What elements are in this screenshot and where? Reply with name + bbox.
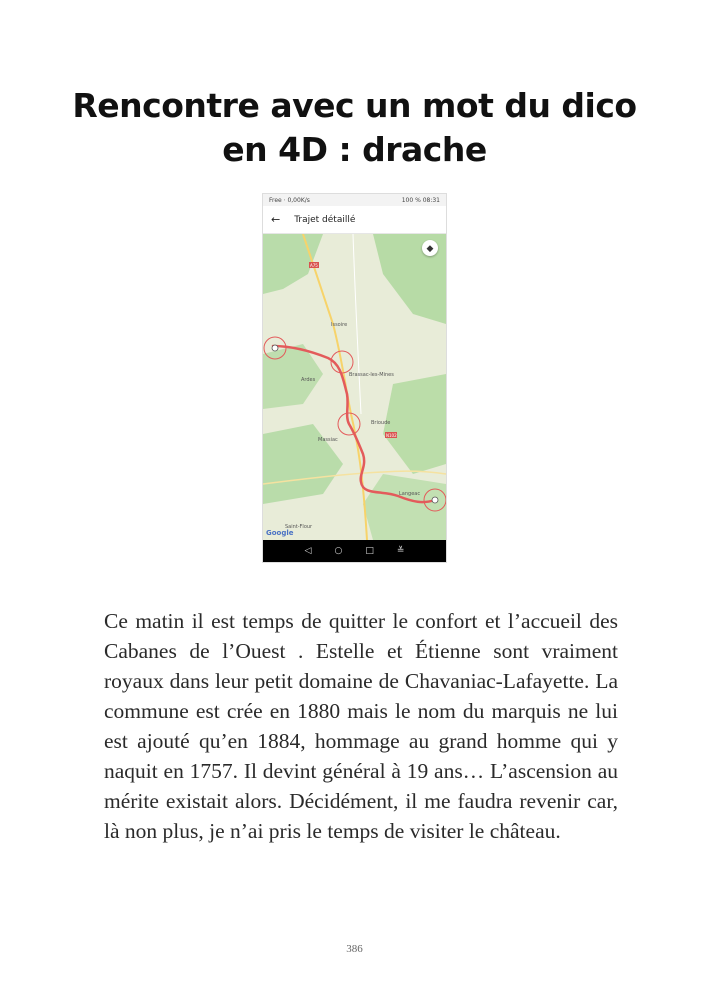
title-line-1: Rencontre avec un mot du dico bbox=[72, 86, 637, 125]
layers-icon[interactable]: ◆ bbox=[422, 240, 438, 256]
app-title: Trajet détaillé bbox=[294, 214, 356, 225]
page-title bbox=[60, 84, 649, 172]
status-bar bbox=[263, 194, 446, 206]
phone-screenshot bbox=[263, 194, 446, 562]
nav-back-icon[interactable]: ◁ bbox=[304, 546, 312, 556]
end-marker-dot bbox=[432, 497, 438, 503]
nav-home-icon[interactable]: ○ bbox=[334, 546, 343, 556]
google-logo: Google bbox=[266, 529, 294, 537]
back-arrow-icon[interactable]: ← bbox=[271, 213, 281, 226]
status-right: 100 % 08:31 bbox=[401, 196, 440, 204]
nav-recents-icon[interactable]: □ bbox=[365, 546, 374, 556]
app-bar bbox=[263, 206, 446, 234]
map-label-brioude: Brioude bbox=[371, 420, 391, 426]
map-label-issoire: Issoire bbox=[331, 322, 348, 328]
map-label-saint-flour: Saint-Flour bbox=[285, 524, 313, 530]
map-label-brassac: Brassac-les-Mines bbox=[349, 372, 394, 378]
body-paragraph: Ce matin il est temps de quitter le confort et l’accueil des Cabanes de l’Ouest . Estelle et Étienne sont vraiment royaux dans leur petit domaine de Chavaniac-Lafayette. La commune est crée en 1880 mais le nom du marquis ne lui est ajouté qu’en 1884, hommage au grand homme qui y naquit en 1757. Il devint général à 19 ans… L’ascension au mérite existait alors. Décidément, il me faudra revenir car, là non plus, je n’ai pris le temps de visiter le château. bbox=[104, 609, 618, 843]
status-left: Free ⋅ 0,00K/s bbox=[269, 196, 310, 204]
route-map[interactable] bbox=[263, 234, 446, 540]
map-label-ardes: Ardes bbox=[301, 377, 316, 383]
android-nav-bar bbox=[263, 540, 446, 562]
nav-menu-icon[interactable]: ≚ bbox=[396, 546, 405, 556]
title-line-2: en 4D : drache bbox=[222, 130, 487, 169]
start-marker-dot bbox=[272, 345, 278, 351]
road-shield-a75-label: A75 bbox=[310, 263, 318, 268]
road-shield-n102-label: N102 bbox=[386, 433, 397, 438]
map-label-massiac: Massiac bbox=[318, 437, 338, 443]
map-label-langeac: Langeac bbox=[399, 491, 421, 497]
map-canvas bbox=[263, 234, 446, 540]
page-number: 386 bbox=[346, 943, 363, 955]
